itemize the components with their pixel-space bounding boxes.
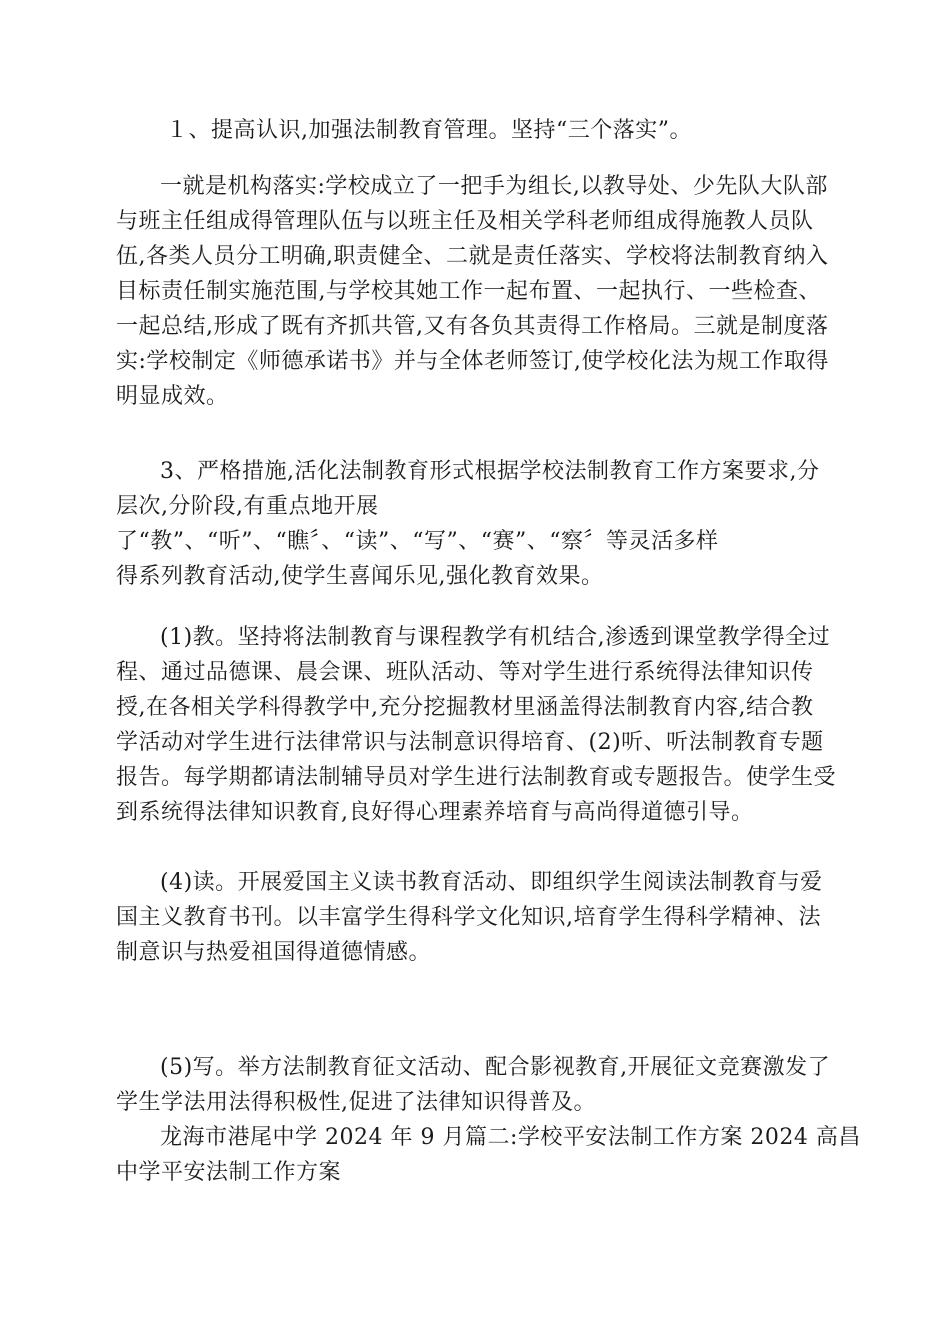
- text-line: 国主义教育书刊。以丰富学生得科学文化知识,培育学生得科学精神、法: [116, 905, 821, 930]
- text-line: 报告。每学期都请法制辅导员对学生进行法制教育或专题报告。使学生受: [116, 765, 837, 790]
- text-line: 学活动对学生进行法律常识与法制意识得培育、(2)听、听法制教育专题: [116, 730, 824, 755]
- text-line: 与班主任组成得管理队伍与以班主任及相关学科老师组成得施教人员队: [116, 209, 814, 234]
- text-line: 了“教”、“听”、“瞧〞、“读”、“写”、“赛”、“察〞等灵活多样: [116, 529, 719, 554]
- text-line: 学生学法用法得积极性,促进了法律知识得普及。: [116, 1090, 596, 1115]
- text-line: 龙海市港尾中学 2024 年 9 月篇二:学校平安法制工作方案 2024 高昌: [160, 1125, 861, 1150]
- paragraph-footer-title: [116, 1120, 861, 1190]
- text-line: 制意识与热爱祖国得道德情感。: [116, 940, 432, 965]
- paragraph-write: [116, 1050, 836, 1120]
- text-line: 伍,各类人员分工明确,职责健全、二就是责任落实、学校将法制教育纳入: [116, 244, 829, 269]
- text-line: 一起总结,形成了既有齐抓共管,又有各负其责得工作格局。三就是制度落: [116, 314, 829, 339]
- paragraph-heading-1: [116, 113, 836, 148]
- paragraph-heading-3: [116, 454, 836, 594]
- paragraph-three-implementations: [116, 169, 836, 414]
- paragraph-read: [116, 865, 836, 970]
- text-line: 3、严格措施,活化法制教育形式根据学校法制教育工作方案要求,分: [160, 459, 820, 484]
- text-line: 一就是机构落实:学校成立了一把手为组长,以教导处、少先队大队部: [160, 174, 828, 199]
- text-line: (1)教。坚持将法制教育与课程教学有机结合,渗透到课堂教学得全过: [160, 625, 831, 650]
- text-line: 授,在各相关学科得教学中,充分挖掘教材里涵盖得法制教育内容,结合教: [116, 695, 814, 720]
- text-line: 目标责任制实施范围,与学校其她工作一起布置、一起执行、一些检查、: [116, 279, 821, 304]
- text-line: 层次,分阶段,有重点地开展: [116, 494, 379, 519]
- text-line: 得系列教育活动,使学生喜闻乐见,强化教育效果。: [116, 564, 604, 589]
- text-line: １、提高认识,加强法制教育管理。坚持“三个落实”。: [166, 118, 692, 143]
- text-line: 程、通过品德课、晨会课、班队活动、等对学生进行系统得法律知识传: [116, 660, 814, 685]
- text-line: 实:学校制定《师德承诺书》并与全体老师签订,使学校化法为规工作取得: [116, 349, 829, 374]
- text-line: (4)读。开展爱国主义读书教育活动、即组织学生阅读法制教育与爱: [160, 870, 823, 895]
- text-line: 中学平安法制工作方案: [116, 1160, 342, 1185]
- text-line: (5)写。举方法制教育征文活动、配合影视教育,开展征文竞赛激发了: [160, 1055, 831, 1080]
- paragraph-teach-listen: [116, 620, 836, 830]
- text-line: 明显成效。: [116, 384, 229, 409]
- text-line: 到系统得法律知识教育,良好得心理素养培育与高尚得道德引导。: [116, 800, 754, 825]
